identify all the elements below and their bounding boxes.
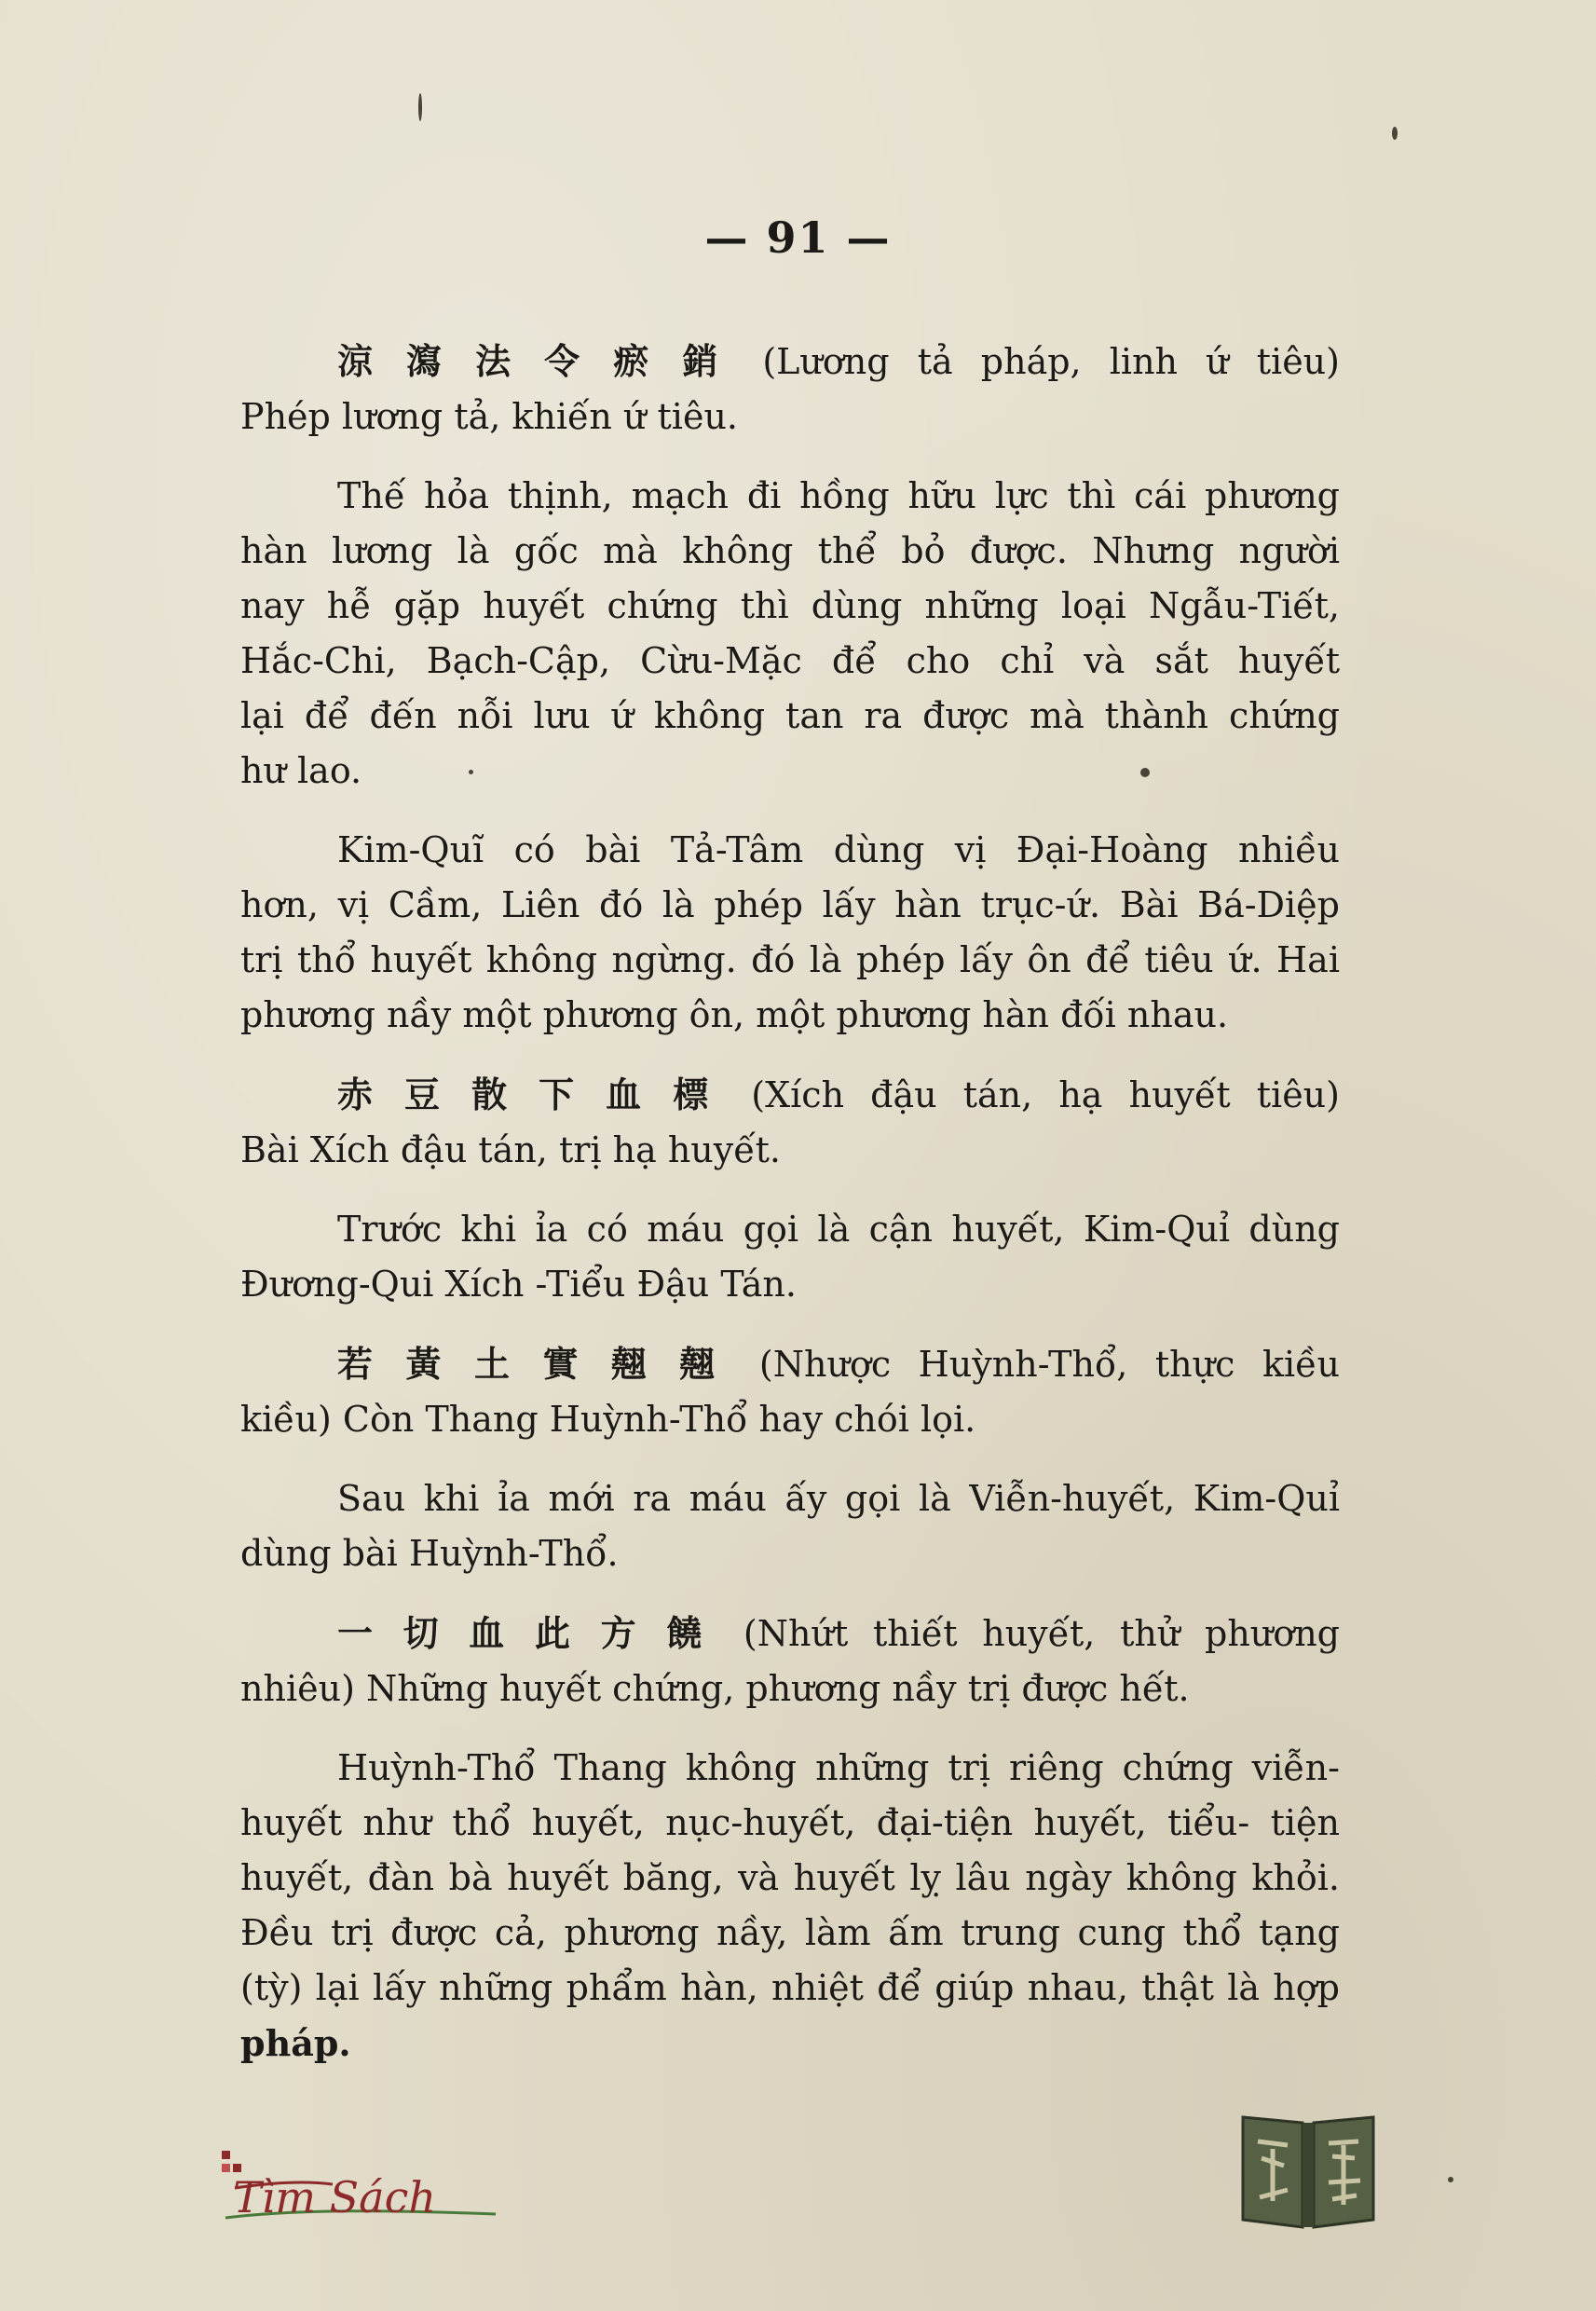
line-text: huyết, đàn bà huyết băng, và huyết lỵ lâu ngày không khỏi.	[240, 1857, 1340, 1898]
heading-line	[240, 1336, 1340, 1392]
line-text: hư lao.	[240, 750, 362, 791]
heading-line	[240, 1606, 1340, 1661]
timsach-wordmark: Tìm Sách	[233, 2172, 436, 2222]
text-line	[240, 1202, 1340, 1257]
dust-speck	[1392, 127, 1398, 140]
line-text: (Lương tả pháp, linh ứ tiêu)	[762, 341, 1340, 382]
text-line	[240, 1796, 1340, 1851]
dust-speck	[1448, 2177, 1453, 2182]
line-text: dùng bài Huỳnh-Thổ.	[240, 1533, 619, 1574]
line-text: Phép lương tả, khiến ứ tiêu.	[240, 396, 739, 437]
text-line	[240, 2016, 1340, 2071]
chinese-heading: 一切血此方饒	[337, 1612, 732, 1654]
text-line	[240, 1851, 1340, 1906]
text-line	[240, 744, 1340, 799]
line-text: Bài Xích đậu tán, trị hạ huyết.	[240, 1129, 781, 1170]
chinese-heading: 若黃土實翹翹	[337, 1343, 748, 1385]
text-line	[240, 1471, 1340, 1526]
line-text: hơn, vị Cầm, Liên đó là phép lấy hàn trục-ứ. Bài Bá-Diệp	[240, 884, 1340, 925]
dust-speck	[1140, 768, 1150, 777]
line-text: pháp.	[240, 2022, 351, 2064]
line-text: Trước khi ỉa có máu gọi là cận huyết, Kim-Quỉ dùng	[337, 1209, 1340, 1250]
text-line	[240, 823, 1340, 878]
text-line	[240, 988, 1340, 1043]
text-line	[240, 524, 1340, 579]
line-text: (tỳ) lại lấy những phẩm hàn, nhiệt để giúp nhau, thật là hợp	[240, 1967, 1340, 2008]
chinese-heading: 赤豆散下血標	[337, 1073, 741, 1115]
line-text: Đương-Qui Xích -Tiểu Đậu Tán.	[240, 1264, 797, 1305]
line-text: lại để đến nỗi lưu ứ không tan ra được mà thành chứng	[240, 695, 1340, 736]
text-line	[240, 933, 1340, 988]
line-text: phương nầy một phương ôn, một phương hàn đối nhau.	[240, 994, 1229, 1035]
line-text: Đều trị được cả, phương nầy, làm ấm trung cung thổ tạng	[240, 1912, 1340, 1953]
page-number: — 91 —	[704, 212, 892, 263]
line-text: Sau khi ỉa mới ra máu ấy gọi là Viễn-huyết, Kim-Quỉ	[337, 1478, 1340, 1519]
chinese-heading: 涼瀉法令瘀銷	[337, 340, 752, 382]
text-line	[240, 1961, 1340, 2016]
dust-speck	[469, 770, 473, 774]
text-line	[240, 689, 1340, 744]
line-text: nhiêu) Những huyết chứng, phương nầy trị được hết.	[240, 1668, 1190, 1709]
body-text	[240, 334, 1340, 2071]
text-line	[240, 469, 1340, 524]
heading-line	[240, 334, 1340, 390]
line-text: Huỳnh-Thổ Thang không những trị riêng chứng viễn-	[337, 1747, 1340, 1788]
text-line	[240, 579, 1340, 634]
timsach-logo	[216, 2143, 514, 2227]
text-line	[240, 878, 1340, 933]
line-text: trị thổ huyết không ngừng. đó là phép lấy ôn để tiêu ứ. Hai	[240, 939, 1340, 980]
line-text: hàn lương là gốc mà không thể bỏ được. Nhưng người	[240, 530, 1340, 571]
text-line	[240, 634, 1340, 689]
dust-speck	[418, 93, 422, 121]
text-line	[240, 1257, 1340, 1312]
line-text: (Xích đậu tán, hạ huyết tiêu)	[751, 1074, 1340, 1115]
line-text: huyết như thổ huyết, nục-huyết, đại-tiện huyết, tiểu- tiện	[240, 1802, 1340, 1843]
text-line	[240, 1661, 1340, 1716]
line-text: (Nhược Huỳnh-Thổ, thực kiều	[758, 1344, 1340, 1385]
text-line	[240, 390, 1340, 444]
line-text: nay hễ gặp huyết chứng thì dùng những loại Ngẫu-Tiết,	[240, 585, 1340, 626]
text-line	[240, 1123, 1340, 1178]
text-line	[240, 1392, 1340, 1447]
text-line	[240, 1741, 1340, 1796]
line-text: Kim-Quĩ có bài Tả-Tâm dùng vị Đại-Hoàng nhiều	[337, 829, 1340, 870]
text-line	[240, 1526, 1340, 1581]
line-text: (Nhứt thiết huyết, thử phương	[743, 1613, 1340, 1654]
line-text: kiều) Còn Thang Huỳnh-Thổ hay chói lọi.	[240, 1399, 976, 1440]
line-text: Thế hỏa thịnh, mạch đi hồng hữu lực thì cái phương	[337, 475, 1340, 516]
book-logo	[1235, 2104, 1381, 2235]
line-text: Hắc-Chi, Bạch-Cập, Cừu-Mặc để cho chỉ và sắt huyết	[240, 640, 1340, 681]
text-line	[240, 1906, 1340, 1961]
heading-line	[240, 1067, 1340, 1123]
